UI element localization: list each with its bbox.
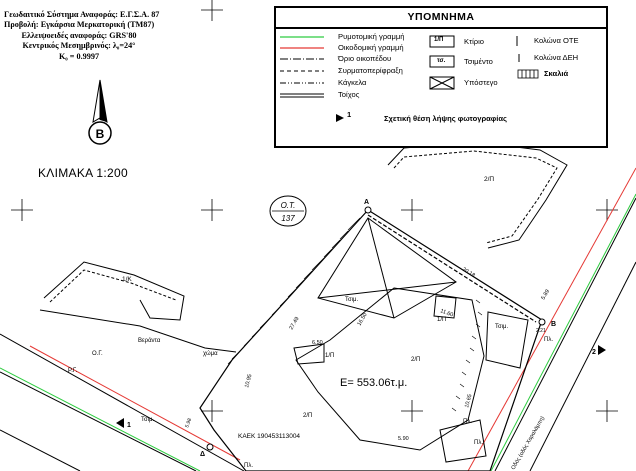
- vertex-d-label: Δ: [200, 451, 206, 458]
- label-pl-right-low: Πλ.: [463, 419, 472, 425]
- label-2p-low: 2/Π: [303, 413, 313, 419]
- label-1p-right: 1/Π: [437, 317, 447, 323]
- label-xoma: χώμα: [203, 351, 218, 357]
- label-1k: 1/Κ: [122, 276, 132, 283]
- legend-label-rg: Ρυμοτομική γραμμή: [338, 32, 405, 41]
- photo-marker-icon: [336, 114, 344, 122]
- label-2p-mid: 2/Π: [411, 357, 421, 363]
- legend-label-wall: Τοίχος: [338, 90, 360, 99]
- legend-label-wire: Συρματοπερίφραξη: [338, 66, 403, 75]
- geodetic-line: K₀ = 0.9997: [58, 51, 100, 61]
- label-pl-bottom: Πλ.: [244, 463, 253, 469]
- geodetic-line: Κεντρικός Μεσημβρινός: λ₀=24°: [22, 41, 136, 51]
- photo-1-label: 1: [127, 422, 131, 429]
- north-arrow-label: Β: [95, 127, 105, 141]
- label-veranda: Βεράντα: [138, 338, 161, 344]
- dim-label: 6.50: [312, 340, 323, 346]
- label-og: Ο.Γ.: [92, 351, 103, 357]
- legend-utility-label: Κολώνα ΔΕΗ: [534, 53, 579, 62]
- street-lines-right: [468, 168, 636, 471]
- legend-utility-label: Σκαλιά: [544, 69, 569, 78]
- geodetic-line: Ελλειψοειδές αναφοράς: GRS'80: [21, 30, 137, 40]
- label-2p-top: 2/Π: [484, 176, 495, 183]
- vertex-a-label: Α: [364, 199, 370, 206]
- dim-label: 10.95: [244, 373, 254, 389]
- block-id-label: Ο.Τ.: [280, 201, 296, 210]
- geodetic-line: Προβολή: Εγκάρσια Μερκατορική (ΤΜ87): [4, 20, 155, 30]
- dim-label: 5.90: [398, 436, 409, 442]
- label-rg: Ρ.Γ.: [68, 368, 78, 374]
- kaek-label: ΚΑΕΚ 190453113004: [238, 433, 301, 440]
- legend-utility-label: Κολώνα ΟΤΕ: [534, 36, 579, 45]
- dim-label: 10.65: [464, 393, 474, 409]
- dim-label: 27.49: [288, 316, 301, 331]
- dim-label: 11.60: [439, 308, 454, 319]
- area-label: Ε= 553.06τ.μ.: [340, 377, 408, 389]
- label-pl-bottom2: Πλ.: [474, 440, 483, 446]
- geodetic-line: Γεωδαιτικό Σύστημα Αναφοράς: Ε.Γ.Σ.Α. 87: [4, 10, 160, 19]
- legend-label-railing: Κάγκελα: [338, 78, 367, 87]
- legend-symbols: [276, 8, 610, 150]
- dim-label: 5.89: [540, 288, 552, 301]
- legend-photo-number: 1: [347, 110, 352, 119]
- photo-2-label: 2: [592, 349, 596, 356]
- label-tsim-left: Τσιμ.: [141, 417, 155, 423]
- legend-photo-label: Σχετική θέση λήψης φωτογραφίας: [384, 114, 507, 123]
- label-tsim-right: Τσιμ.: [495, 324, 509, 330]
- dim-label: 2.21: [536, 328, 546, 334]
- label-1p-left: 1/Π: [325, 353, 335, 359]
- scale-label: ΚΛΙΜΑΚΑ 1:200: [38, 166, 128, 180]
- legend-label-og: Οικοδομική γραμμή: [338, 43, 404, 52]
- legend-box-code: τσ.: [437, 58, 446, 64]
- label-tsim-top: Τσιμ.: [345, 297, 359, 303]
- dim-label: 20.18: [460, 266, 476, 279]
- block-number-label: 137: [281, 214, 295, 223]
- label-street: Οδός (οδός Χαραλάμπη): [510, 415, 547, 471]
- legend-box-label: Κτίριο: [464, 37, 484, 46]
- stairs-icon: [518, 70, 538, 78]
- legend-box-label: Υπόστεγο: [464, 78, 498, 87]
- legend-box: [274, 6, 608, 148]
- legend-label-plot: Όριο οικοπέδου: [338, 54, 392, 63]
- plot-boundary: [200, 210, 542, 471]
- legend-title: ΥΠΟΜΝΗΜΑ: [276, 8, 606, 29]
- vertex-b-label: Β: [551, 321, 557, 328]
- legend-box-label: Τσιμέντο: [464, 57, 493, 66]
- label-pl-right: Πλ.: [544, 337, 553, 343]
- legend-box-code: 1/Π: [434, 37, 444, 43]
- geodetic-info: [4, 10, 160, 62]
- dim-label: 5.98: [184, 417, 194, 429]
- dim-label: 16.50: [356, 312, 369, 327]
- neighbour-building-top: [388, 142, 567, 248]
